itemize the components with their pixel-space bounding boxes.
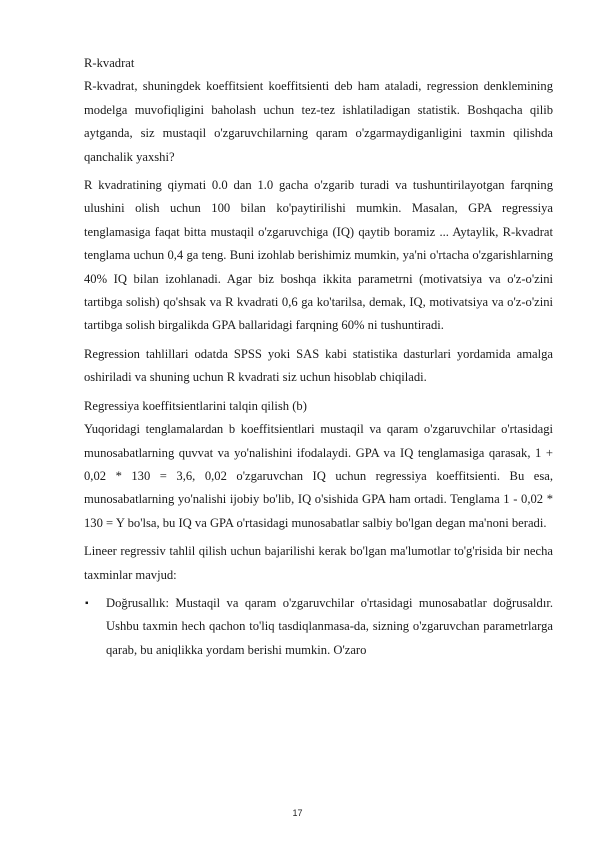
- term-link: koeffitsient koeffitsienti: [206, 79, 330, 94]
- document-page: [84, 52, 553, 662]
- paragraph-text: R kvadratining qiymati 0.0 dan 1.0 gacha o'zgarib turadi va tushuntirilayotgan: [84, 178, 511, 193]
- paragraph-text: R-kvadrat, shuningdek: [84, 79, 207, 94]
- paragraph-text: ulushini olish uchun 100 bilan ko'paytirilishi mumkin. Masalan, GPA regressiya tenglamasiga faqat bitta mustaqil o'zgaruvchiga (IQ) qaytib boramiz ... Aytaylik, R-kvadrat tenglama uchun 0,4 ga teng. Buni izohlab berishimiz mumkin, ya'ni o'rtacha o'zgarishlarning 40% IQ bilan izohlanadi. Agar biz boshqa ikkita parametrni (motivatsiya va o'z-o'zini tartibga solish) qo'shsak va R kvadrati 0,6 ga ko'tarilsa, demak, IQ, motivatsiya va o'z-o'zini tartibga solish birgalikda GPA ballaridagi farqning 60% ni tushuntiradi.: [84, 201, 553, 333]
- paragraph-text: deb ham ataladi, regression denklemining modelga muvofiqligini baholash uchun tez-tez ishlatiladigan statistik. Boshqacha qilib aytganda, siz mustaqil o'zgaruvchilarning qaram o'zgarmaydiganligini taxmin qilishda qanchalik yaxshi?: [84, 79, 553, 164]
- list-item-linearity: [84, 592, 553, 662]
- term-link: farqning: [510, 178, 553, 193]
- list-item-text: yordam berishi mumkin. O'zaro: [202, 642, 367, 657]
- page-number: 17: [292, 808, 303, 818]
- term-link: aniqlikka: [156, 642, 203, 657]
- paragraph-coefficients: Yuqoridagi tenglamalardan b koeffitsientlari mustaqil va qaram o'zgaruvchilar o'rtasidagi munosabatlarning quvvat va yo'nalishini ifodalaydi. GPA va IQ tenglamasiga qarasak, 1 + 0,02 * 130 = 3,6, 0,02 o'zgaruvchan IQ uchun regressiya koeffitsienti. Bu esa, munosabatlarning yo'nalishi ijobiy bo'lib, IQ o'sishida GPA ham ortadi. Tenglama 1 - 0,02 * 130 = Y bo'lsa, bu IQ va GPA o'rtasidagi munosabatlar salbiy bo'lgan degan ma'noni beradi.: [84, 422, 553, 530]
- list-item-text: Mustaqil va qaram o'zgaruvchilar o'rtasidagi munosabatlar doğrusaldır. Ushbu taxmin hech qachon to'liq tasdiqlanmasa-da, sizning o'zgaruvchan parametrlarga qarab, bu: [106, 595, 553, 657]
- list-item-lead: Doğrusallık:: [106, 595, 176, 610]
- heading-coefficients: Regressiya koeffitsientlarini talqin qilish (b): [84, 398, 307, 413]
- paragraph-r-squared-definition: [84, 75, 553, 169]
- bullet-square-icon: ▪: [85, 597, 89, 609]
- paragraph-assumptions: Lineer regressiv tahlil qilish uchun bajarilishi kerak bo'lgan ma'lumotlar to'g'risida bir necha taxminlar mavjud:: [84, 544, 553, 582]
- paragraph-software: Regression tahlillari odatda SPSS yoki SAS kabi statistika dasturlari yordamida amalga oshiriladi va shuning uchun R kvadrati siz uchun hisoblab chiqiladi.: [84, 346, 553, 385]
- heading-r-kvadrat: R-kvadrat: [84, 56, 135, 70]
- paragraph-r-squared-values: [84, 174, 553, 338]
